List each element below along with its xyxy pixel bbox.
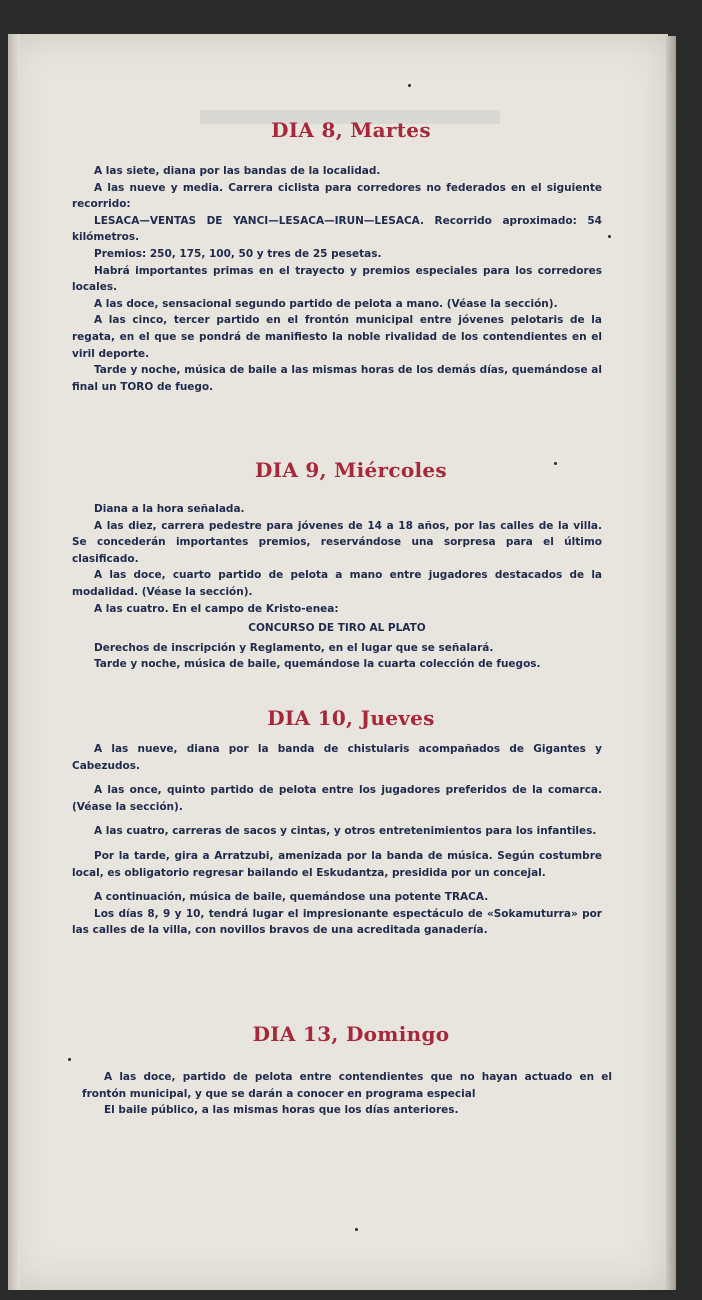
paragraph: Habrá importantes primas en el trayecto y premios especiales para los corredores locales. xyxy=(72,264,602,294)
paragraph: A las doce, partido de pelota entre contendientes que no hayan actuado en el frontón municipal, y que se darán a conocer en programa especial xyxy=(82,1071,612,1100)
paragraph: A las cuatro. En el campo de Kristo-enea: xyxy=(94,602,339,615)
paragraph: El baile público, a las mismas horas que los días anteriores. xyxy=(104,1104,459,1117)
page-edge xyxy=(666,36,676,1290)
section-body-dia-9 xyxy=(72,501,602,673)
paragraph-route: LESACA—VENTAS DE YANCI—LESACA—IRUN—LESACA. Recorrido aproximado: 54 kilómetros. xyxy=(72,214,602,244)
paper-speck xyxy=(408,84,411,87)
paragraph: A las doce, sensacional segundo partido de pelota a mano. (Véase la sección). xyxy=(94,297,558,310)
paper-speck xyxy=(608,235,611,238)
paragraph: A continuación, música de baile, quemándose una potente TRACA. xyxy=(94,891,489,904)
paragraph: A las cuatro, carreras de sacos y cintas, y otros entretenimientos para los infantiles. xyxy=(94,825,597,838)
paper-speck xyxy=(554,462,557,465)
paragraph: Tarde y noche, música de baile a las mismas horas de los demás días, quemándose al final un TORO de fuego. xyxy=(72,364,602,393)
section-body-dia-13 xyxy=(82,1069,612,1119)
paragraph: A las nueve y media. Carrera ciclista para corredores no federados en el siguiente recorrido: xyxy=(72,181,602,211)
paragraph-prizes: Premios: 250, 175, 100, 50 y tres de 25 pesetas. xyxy=(94,247,382,260)
page-fold xyxy=(8,34,20,1290)
paragraph: Diana a la hora señalada. xyxy=(94,503,245,515)
paper-speck xyxy=(68,1058,71,1061)
section-body-dia-8 xyxy=(72,163,602,395)
paragraph: Los días 8, 9 y 10, tendrá lugar el impresionante espectáculo de «Sokamuturra» por las calles de la villa, con novillos bravos de una acreditada ganadería. xyxy=(72,907,602,937)
paragraph: A las once, quinto partido de pelota entre los jugadores preferidos de la comarca. (Véase la sección). xyxy=(72,784,602,813)
section-title-dia-10: DIA 10, Jueves xyxy=(267,706,435,730)
paragraph: Derechos de inscripción y Reglamento, en el lugar que se señalará. xyxy=(94,641,494,654)
section-title-dia-9: DIA 9, Miércoles xyxy=(255,458,447,482)
paragraph: A las cinco, tercer partido en el frontón municipal entre jóvenes pelotaris de la regata, en el que se pondrá de manifiesto la noble rivalidad de los contendientes en el viril deporte. xyxy=(72,314,602,360)
paragraph: A las doce, cuarto partido de pelota a mano entre jugadores destacados de la modalidad. (Véase la sección). xyxy=(72,569,602,598)
contest-heading: CONCURSO DE TIRO AL PLATO xyxy=(248,622,426,635)
paragraph: A las diez, carrera pedestre para jóvenes de 14 a 18 años, por las calles de la villa. Se concederán importantes premios, reservándose una sorpresa para el último clasificado. xyxy=(72,519,602,565)
paragraph: A las nueve, diana por la banda de chistularis acompañados de Gigantes y Cabezudos. xyxy=(72,743,602,772)
paragraph: Por la tarde, gira a Arratzubi, amenizada por la banda de música. Según costumbre local, es obligatorio regresar bailando el Eskudantza, presidida por un concejal. xyxy=(72,849,602,879)
paragraph: A las siete, diana por las bandas de la localidad. xyxy=(94,165,381,177)
section-title-dia-8: DIA 8, Martes xyxy=(271,118,431,142)
paragraph: Tarde y noche, música de baile, quemándose la cuarta colección de fuegos. xyxy=(94,658,541,671)
section-body-dia-10 xyxy=(72,741,602,939)
section-title-dia-13: DIA 13, Domingo xyxy=(252,1022,450,1046)
paper-speck xyxy=(355,1228,358,1231)
